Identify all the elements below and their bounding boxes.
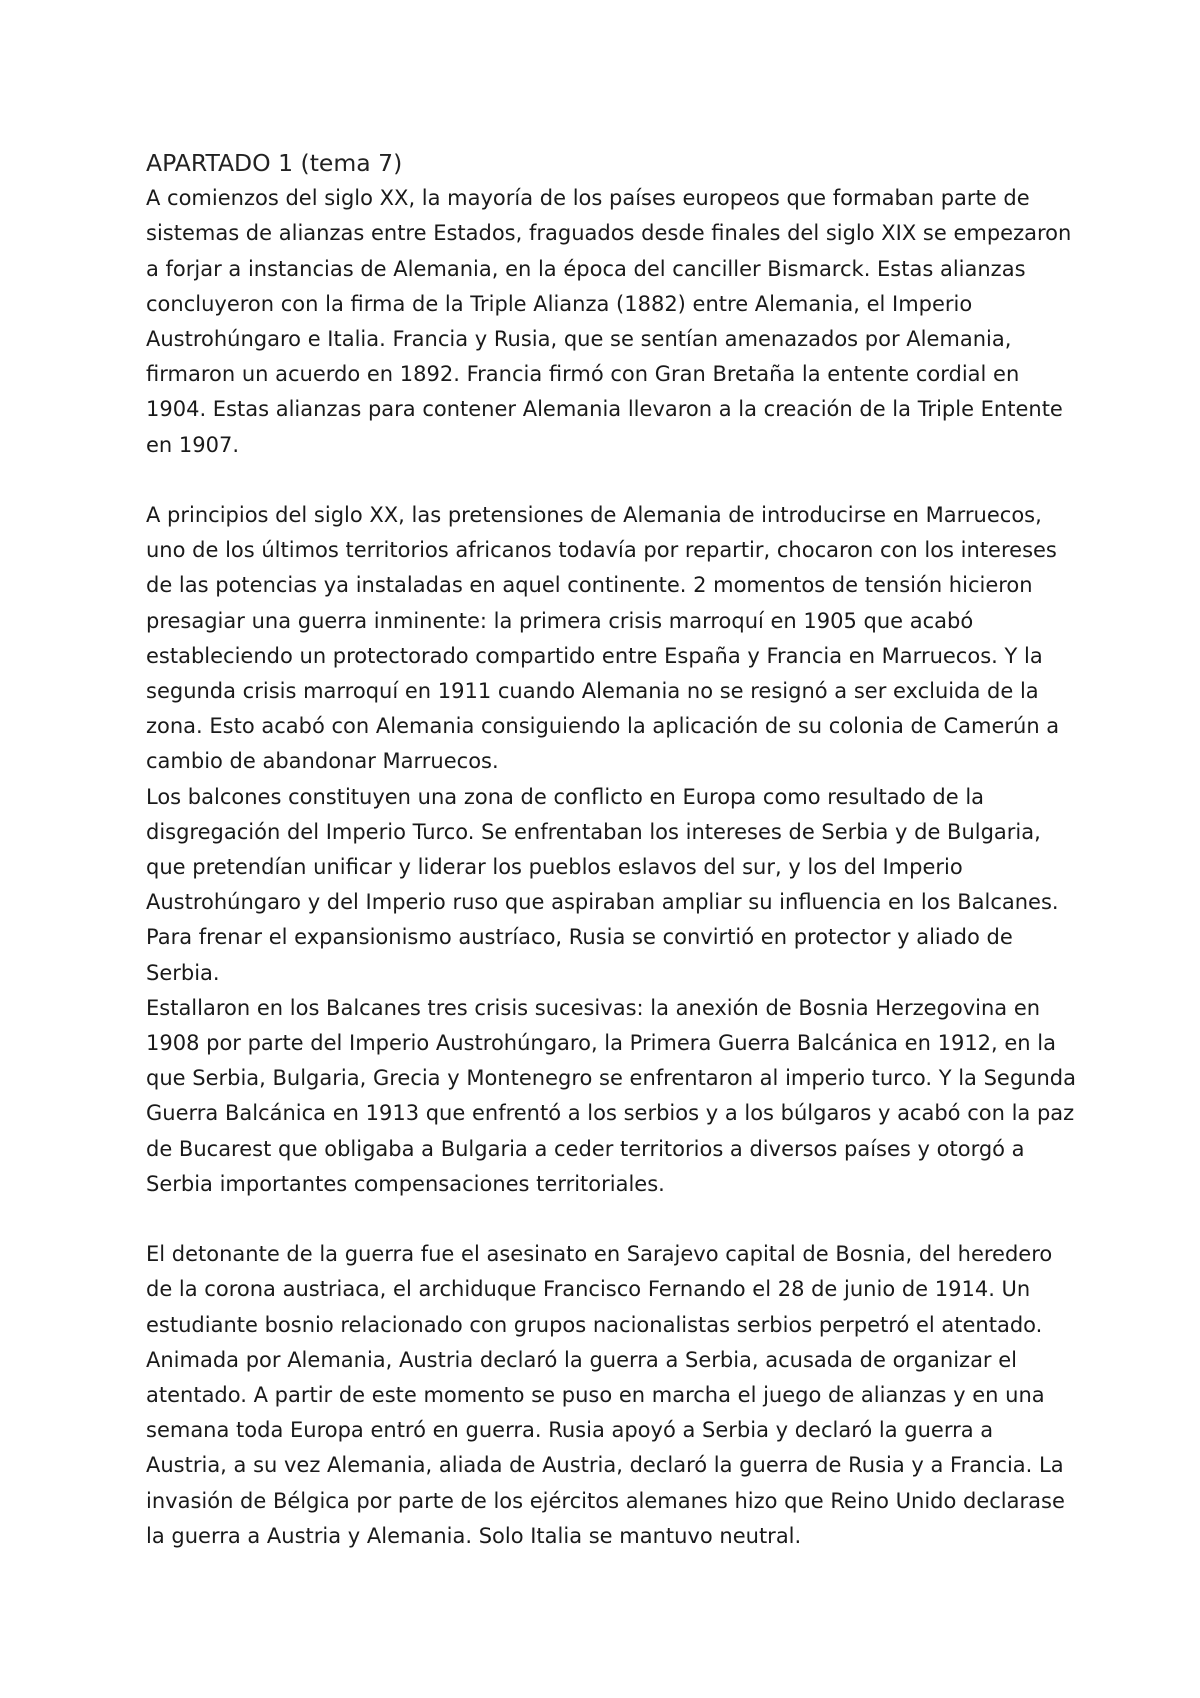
paragraph-spacer [146, 463, 1076, 498]
paragraph-morocco-crises: A principios del siglo XX, las pretensiones de Alemania de introducirse en Marruecos, uno de los últimos territorios africanos todavía por repartir, chocaron con los intereses de las potencias ya instaladas en aquel continente. 2 momentos de tensión hicieron presagiar una guerra inminente: la primera crisis marroquí en 1905 que acabó estableciendo un protectorado compartido entre España y Francia en Marruecos. Y la segunda crisis marroquí en 1911 cuando Alemania no se resignó a ser excluida de la zona. Esto acabó con Alemania consiguiendo la aplicación de su colonia de Camerún a cambio de abandonar Marruecos. [146, 503, 1060, 774]
paragraph-alliances: A comienzos del siglo XX, la mayoría de los países europeos que formaban parte de sistemas de alianzas entre Estados, fraguados desde finales del siglo XIX se empezaron a forjar a instancias de Alemania, en la época del canciller Bismarck. Estas alianzas concluyeron con la firma de la Triple Alianza (1882) entre Alemania, el Imperio Austrohúngaro e Italia. Francia y Rusia, que se sentían amenazados por Alemania, firmaron un acuerdo en 1892. Francia firmó con Gran Bretaña la entente cordial en 1904. Estas alianzas para contener Alemania llevaron a la creación de la Triple Entente en 1907. [146, 186, 1072, 457]
paragraph-spacer [146, 1202, 1076, 1237]
paragraph-war-trigger: El detonante de la guerra fue el asesinato en Sarajevo capital de Bosnia, del heredero de la corona austriaca, el archiduque Francisco Fernando el 28 de junio de 1914. Un estudiante bosnio relacionado con grupos nacionalistas serbios perpetró el atentado. Animada por Alemania, Austria declaró la guerra a Serbia, acusada de organizar el atentado. A partir de este momento se puso en marcha el juego de alianzas y en una semana toda Europa entró en guerra. Rusia apoyó a Serbia y declaró la guerra a Austria, a su vez Alemania, aliada de Austria, declaró la guerra de Rusia y a Francia. La invasión de Bélgica por parte de los ejércitos alemanes hizo que Reino Unido declarase la guerra a Austria y Alemania. Solo Italia se mantuvo neutral. [146, 1242, 1065, 1548]
paragraph-balkans-conflict: Los balcones constituyen una zona de conflicto en Europa como resultado de la disgregación del Imperio Turco. Se enfrentaban los intereses de Serbia y de Bulgaria, que pretendían unificar y liderar los pueblos eslavos del sur, y los del Imperio Austrohúngaro y del Imperio ruso que aspiraban ampliar su influencia en los Balcanes. Para frenar el expansionismo austríaco, Rusia se convirtió en protector y aliado de Serbia. [146, 784, 1059, 985]
document-body [146, 146, 1076, 1554]
paragraph-balkan-crises: Estallaron en los Balcanes tres crisis sucesivas: la anexión de Bosnia Herzegovina en 1908 por parte del Imperio Austrohúngaro, la Primera Guerra Balcánica en 1912, en la que Serbia, Bulgaria, Grecia y Montenegro se enfrentaron al imperio turco. Y la Segunda Guerra Balcánica en 1913 que enfrentó a los serbios y a los búlgaros y acabó con la paz de Bucarest que obligaba a Bulgaria a ceder territorios a diversos países y otorgó a Serbia importantes compensaciones territoriales. [146, 995, 1076, 1196]
document-heading: APARTADO 1 (tema 7) [146, 149, 403, 177]
